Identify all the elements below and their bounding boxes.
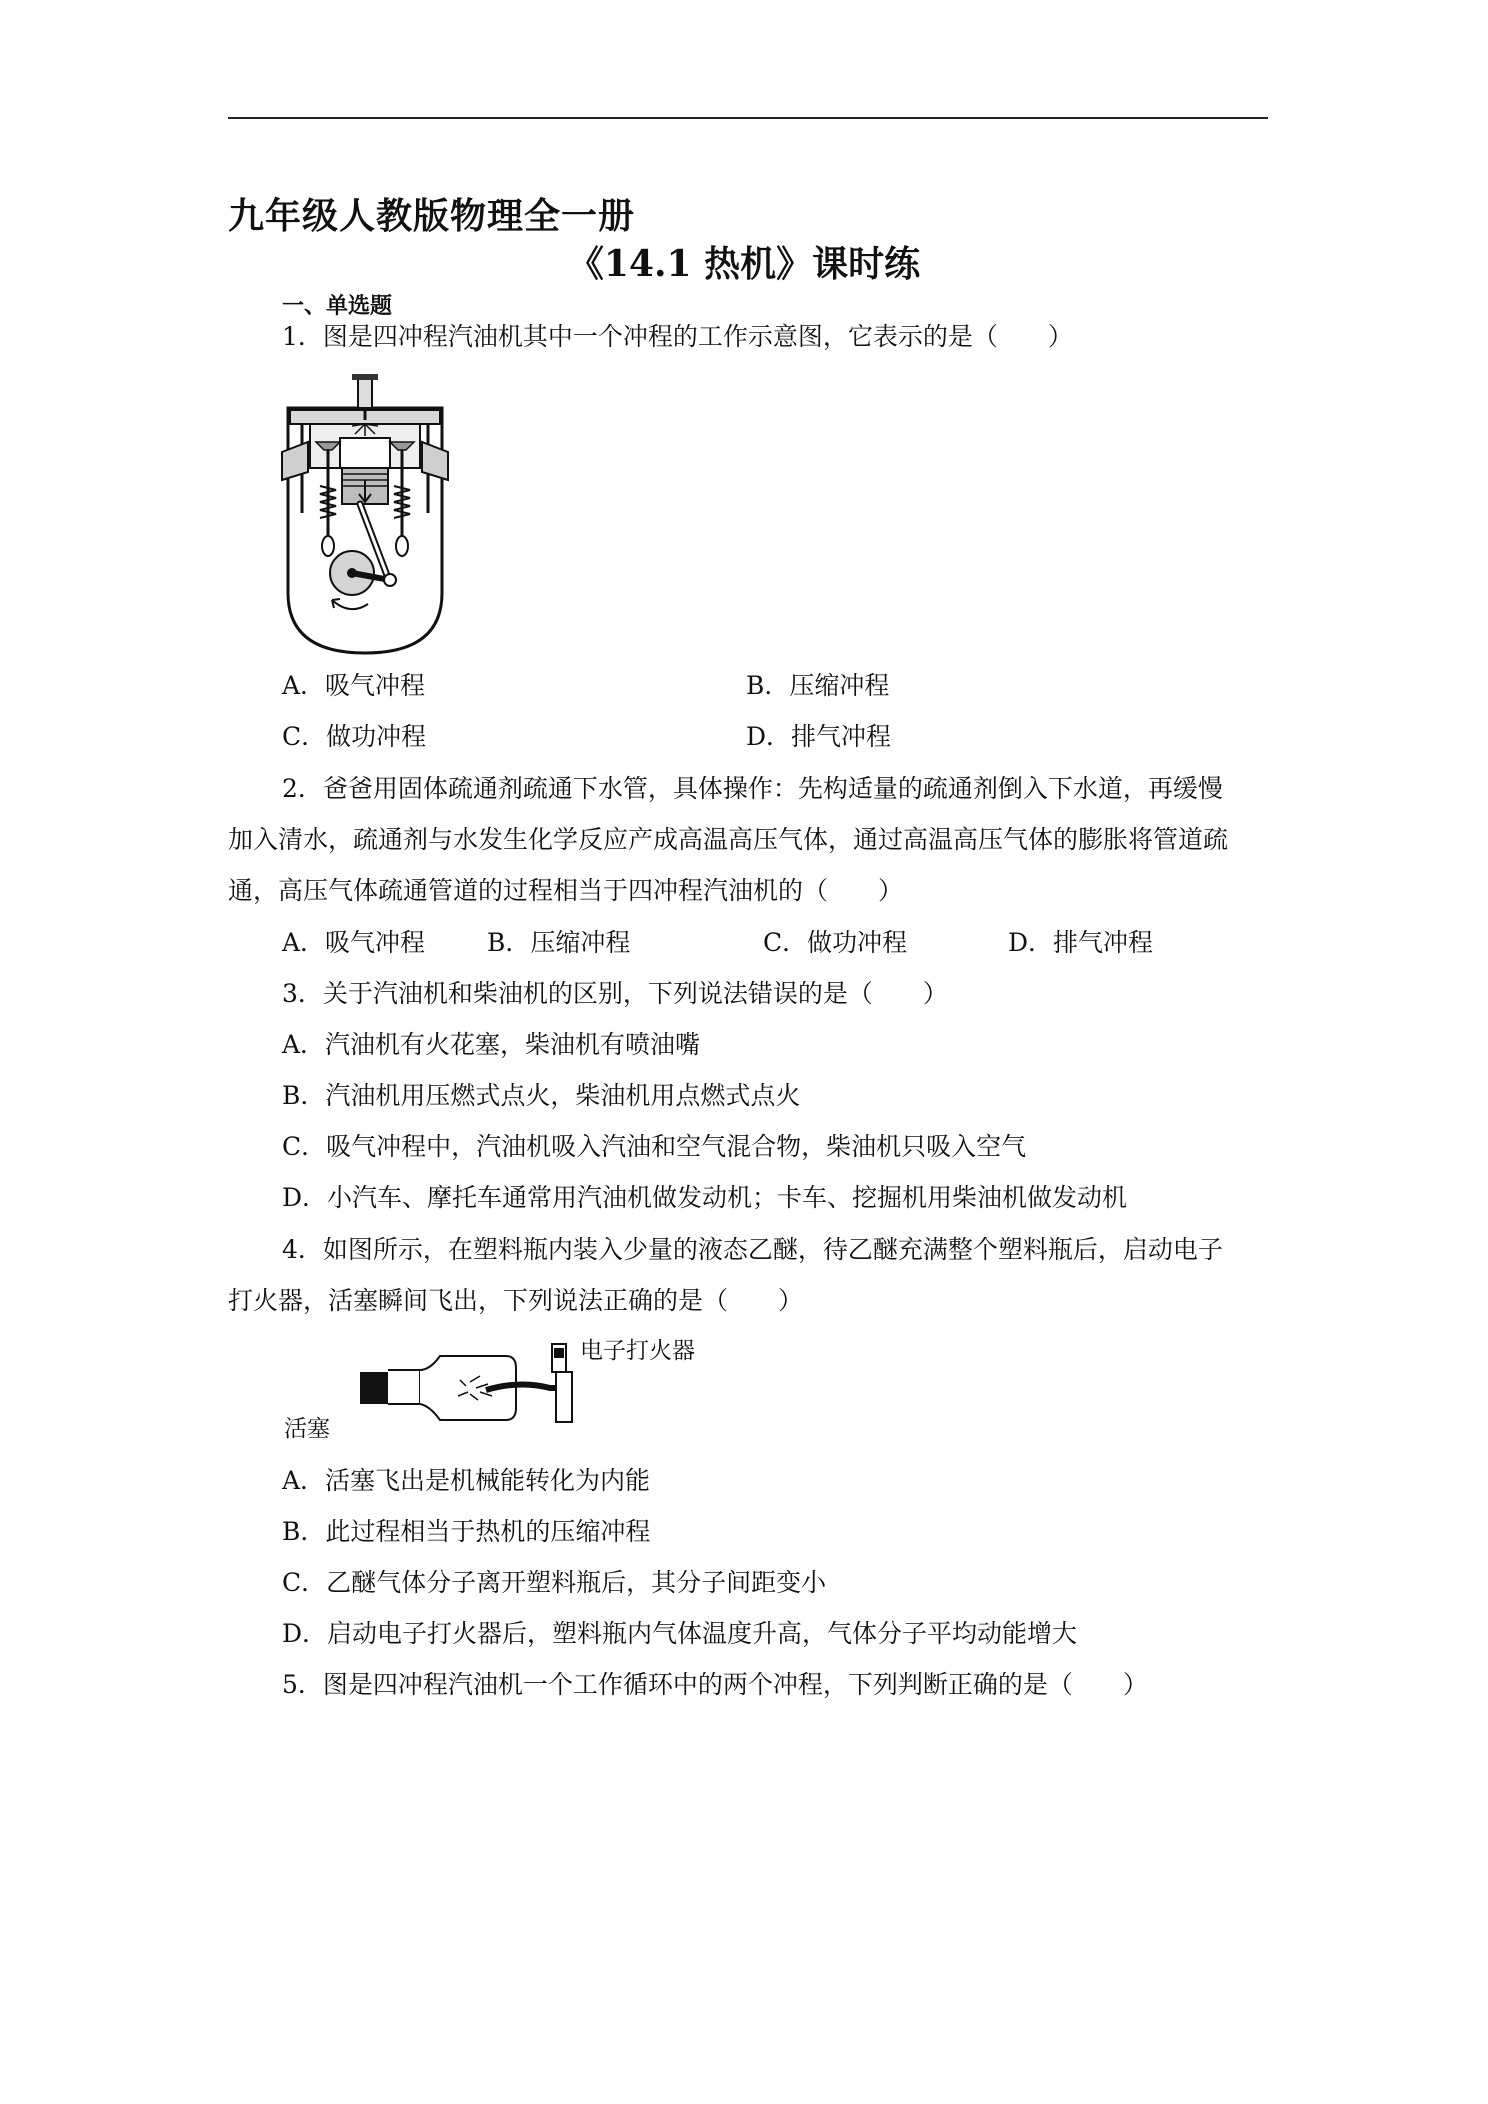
document-subtitle: 《14.1 热机》课时练 [567,243,921,285]
document-title: 九年级人教版物理全一册 [228,195,636,237]
q3-option-b: B．汽油机用压燃式点火，柴油机用点燃式点火 [282,1081,801,1110]
q4-option-d: D．启动电子打火器后，塑料瓶内气体温度升高，气体分子平均动能增大 [282,1619,1078,1648]
q1-option-a: A．吸气冲程 [282,671,426,700]
question-1-stem: 1．图是四冲程汽油机其中一个冲程的工作示意图，它表示的是（ ） [282,322,1073,351]
q4-option-a: A．活塞飞出是机械能转化为内能 [282,1466,651,1495]
question-4-stem-line-2: 打火器，活塞瞬间飞出，下列说法正确的是（ ） [228,1286,804,1315]
q4-option-c: C．乙醚气体分子离开塑料瓶后，其分子间距变小 [282,1568,827,1597]
question-3-stem: 3．关于汽油机和柴油机的区别，下列说法错误的是（ ） [282,979,948,1008]
q1-option-b: B．压缩冲程 [746,671,890,700]
igniter-label: 电子打火器 [580,1338,695,1364]
piston-label: 活塞 [284,1416,330,1442]
q3-option-a: A．汽油机有火花塞，柴油机有喷油嘴 [282,1030,701,1059]
q4-option-b: B．此过程相当于热机的压缩冲程 [282,1517,651,1546]
question-4-stem-line-1: 4．如图所示，在塑料瓶内装入少量的液态乙醚，待乙醚充满整个塑料瓶后，启动电子 [282,1235,1223,1264]
q2-option-a: A．吸气冲程 [282,928,426,957]
q1-option-c: C．做功冲程 [282,722,427,751]
bottle-igniter-figure [280,1332,750,1442]
section-heading: 一、单选题 [282,293,393,319]
engine-diagram-figure [280,368,450,660]
header-rule [228,117,1268,119]
q2-option-d: D．排气冲程 [1008,928,1154,957]
q2-option-b: B．压缩冲程 [487,928,631,957]
q3-option-d: D．小汽车、摩托车通常用汽油机做发动机；卡车、挖掘机用柴油机做发动机 [282,1183,1128,1212]
question-5-stem: 5．图是四冲程汽油机一个工作循环中的两个冲程，下列判断正确的是（ ） [282,1670,1148,1699]
q1-option-d: D．排气冲程 [746,722,892,751]
question-2-stem-line-3: 通，高压气体疏通管道的过程相当于四冲程汽油机的（ ） [228,876,904,905]
question-2-stem-line-1: 2．爸爸用固体疏通剂疏通下水管，具体操作：先构适量的疏通剂倒入下水道，再缓慢 [282,774,1223,803]
q3-option-c: C．吸气冲程中，汽油机吸入汽油和空气混合物，柴油机只吸入空气 [282,1132,1027,1161]
question-2-stem-line-2: 加入清水，疏通剂与水发生化学反应产成高温高压气体，通过高温高压气体的膨胀将管道疏 [228,825,1229,854]
q2-option-c: C．做功冲程 [763,928,908,957]
